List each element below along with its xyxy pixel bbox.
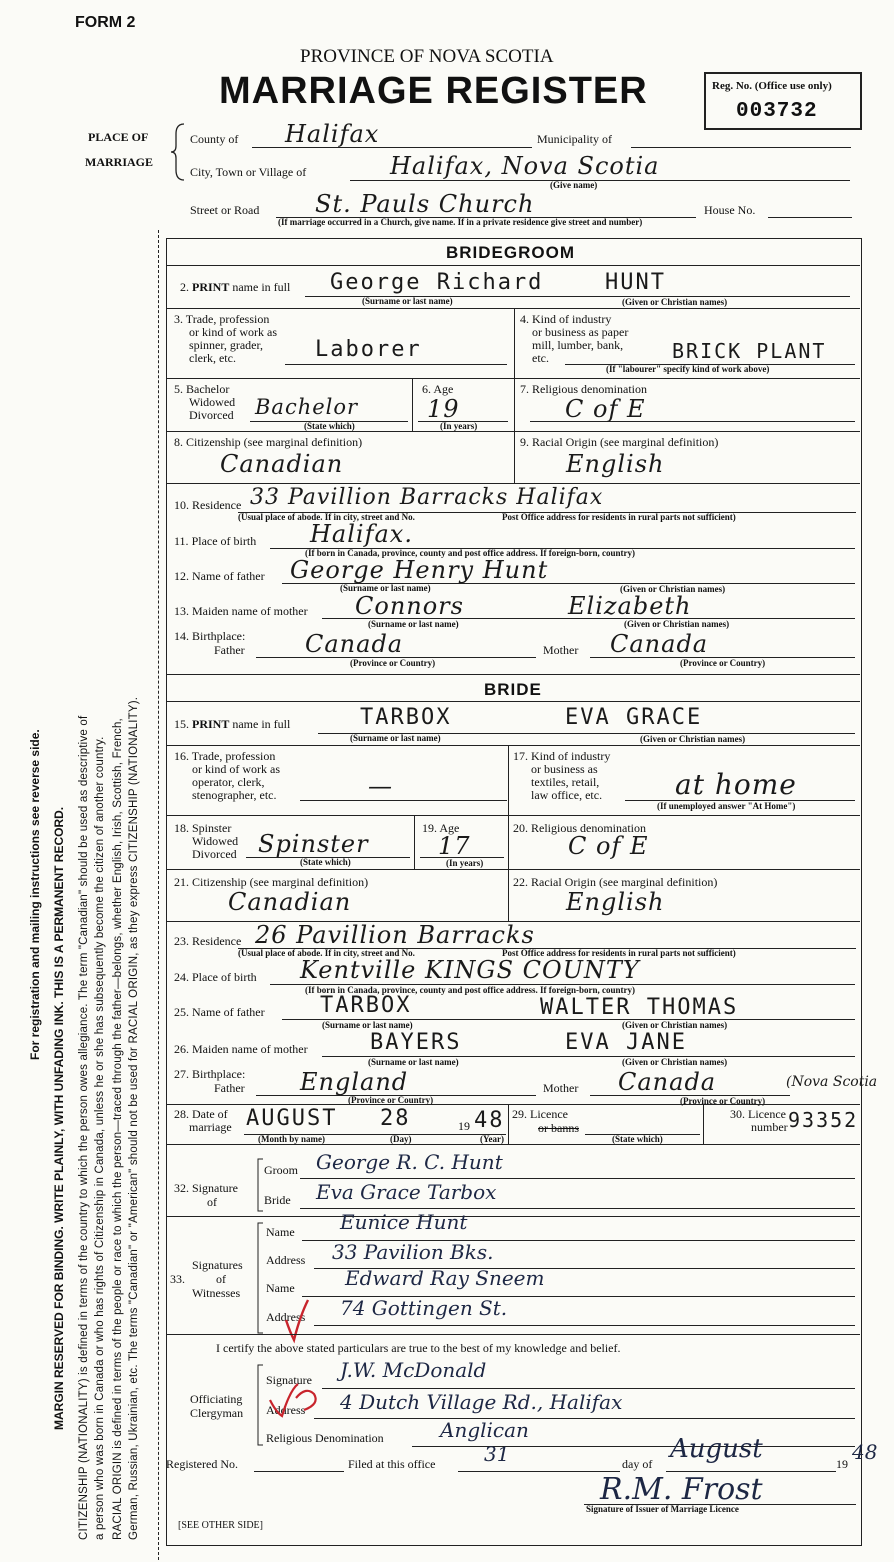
groom-residence: 33 Pavillion Barracks Halifax <box>250 485 604 510</box>
residence-label: Residence <box>192 934 242 948</box>
label-line: Officiating <box>190 1392 243 1406</box>
bride-parents-birthplace-label <box>174 1068 245 1081</box>
province-note: (Province or Country) <box>680 658 766 668</box>
mother-bp-label: Mother <box>543 643 579 657</box>
day-of-label: day of <box>622 1457 653 1471</box>
reg-number-label: Reg. No. (Office use only) <box>712 80 832 92</box>
mother-label: Maiden name of mother <box>192 604 308 618</box>
bride-father-given: WALTER THOMAS <box>540 995 739 1020</box>
bride-age: 17 <box>438 832 471 860</box>
given-note: (Given or Christian names) <box>640 734 746 744</box>
label-line: Kind of industry <box>531 749 611 763</box>
province-note: (Province or Country) <box>680 1096 766 1106</box>
filed-year-prefix: 19 <box>836 1457 848 1471</box>
label-line: spinner, grader, <box>189 338 264 352</box>
clergy-signature: J.W. McDonald <box>340 1358 487 1382</box>
groom-mother-given: Elizabeth <box>568 592 692 620</box>
field-number: 22. <box>513 875 528 889</box>
field-number: 18. <box>174 821 189 835</box>
field-number: 2. <box>180 280 189 294</box>
unemployed-note: (If unemployed answer "At Home") <box>657 801 796 811</box>
field-number: 25. <box>174 1005 189 1019</box>
label-line: Clergyman <box>190 1406 244 1420</box>
clergy-address-label: Address <box>266 1403 306 1417</box>
bride-mother-surname: BAYERS <box>370 1030 462 1055</box>
religious-denomination-label: Religious Denomination <box>266 1431 384 1445</box>
field-number: 13. <box>174 604 189 618</box>
birthplace-colon-label: Birthplace: <box>192 1067 246 1081</box>
street-value: St. Pauls Church <box>315 190 535 218</box>
groom-signature: George R. C. Hunt <box>316 1150 503 1174</box>
bride-mother-given: EVA JANE <box>565 1030 687 1055</box>
field-number: 32. <box>174 1181 189 1195</box>
label-line: Licence <box>748 1107 786 1121</box>
given-note: (Given or Christian names) <box>622 1020 728 1030</box>
form-number: FORM 2 <box>75 14 136 31</box>
groom-status-label <box>174 383 235 422</box>
groom-racial-label <box>520 436 718 449</box>
field-number: 14. <box>174 629 189 643</box>
field-number: 23. <box>174 934 189 948</box>
margin-racial-line2: German, Russian, Ukrainian, etc. The terms "Canadian" or "American" should not be used for RACIAL ORIGIN, as they express CITIZENSHIP (NATIONALITY). <box>128 696 140 1540</box>
margin-citizenship-line2: a person who was born in Canada or who has rights of Citizenship in Canada, unless he or she has subsequently become the citizen of another country. <box>94 736 106 1540</box>
groom-name-label <box>180 281 290 294</box>
witness2-name: Edward Ray Sneem <box>345 1266 545 1290</box>
label-line: or business as paper <box>532 325 629 339</box>
field-number: 30. <box>730 1107 745 1121</box>
place-note: (If marriage occurred in a Church, give name. If in a private residence give street and number) <box>278 217 643 227</box>
groom-parents-birthplace-label <box>174 630 245 643</box>
field-number: 24. <box>174 970 189 984</box>
bridegroom-heading: BRIDEGROOM <box>446 243 575 262</box>
label-line: clerk, etc. <box>189 351 236 365</box>
province-note: (Province or Country) <box>350 658 436 668</box>
bride-mother-birthplace-note: (Nova Scotia <box>786 1074 878 1090</box>
label-line: Widowed <box>189 395 236 409</box>
citizenship-label: Citizenship (see marginal definition) <box>186 435 363 449</box>
label-line: Divorced <box>192 847 237 861</box>
name-in-full-label: name in full <box>232 717 291 731</box>
groom-father-birthplace: Canada <box>305 630 404 658</box>
province-heading: PROVINCE OF NOVA SCOTIA <box>300 46 554 67</box>
licence-or-banns-label <box>512 1108 568 1121</box>
witness2-address: 74 Gottingen St. <box>340 1296 508 1320</box>
bride-religion: C of E <box>568 832 649 860</box>
label-line: Signatures <box>192 1258 243 1272</box>
bride-status: Spinster <box>258 830 369 858</box>
margin-reverse-note: For registration and mailing instructions see reverse side. <box>28 729 42 1060</box>
field-number: 29. <box>512 1107 527 1121</box>
marriage-month: AUGUST <box>246 1106 338 1131</box>
reg-number-value: 003732 <box>736 100 818 123</box>
marriage-year-prefix: 19 <box>458 1119 470 1133</box>
document-title: MARRIAGE REGISTER <box>219 70 648 112</box>
field-number: 28. <box>174 1107 189 1121</box>
bride-birthplace-label <box>174 971 257 984</box>
marriage-day: 28 <box>380 1106 411 1131</box>
father-bp-label: Father <box>214 1081 245 1095</box>
field-number: 11. <box>174 534 189 548</box>
mother-label: Maiden name of mother <box>192 1042 308 1056</box>
bride-signature: Eva Grace Tarbox <box>316 1180 497 1204</box>
in-years-note: (In years) <box>440 421 478 431</box>
religion-label: Religious denomination <box>531 821 646 835</box>
witness1-name-label: Name <box>266 1225 295 1239</box>
filed-year: 48 <box>852 1440 878 1464</box>
bride-industry-label <box>513 750 610 802</box>
witness2-address-label: Address <box>266 1310 306 1324</box>
father-label: Name of father <box>192 1005 265 1019</box>
county-label: County of <box>190 132 239 146</box>
name-in-full-label: name in full <box>232 280 291 294</box>
groom-citizenship-label <box>174 436 362 449</box>
municipality-label: Municipality of <box>537 132 612 146</box>
industry-note: (If "labourer" specify kind of work above) <box>606 364 770 374</box>
citizenship-label: Citizenship (see marginal definition) <box>192 875 369 889</box>
reg-number-box <box>704 72 862 130</box>
label-line: mill, lumber, bank, <box>532 338 624 352</box>
father-bp-label: Father <box>214 643 245 657</box>
registered-no-label: Registered No. <box>166 1457 238 1471</box>
bride-birthplace: Kentville KINGS COUNTY <box>300 956 640 984</box>
filed-label: Filed at this office <box>348 1457 436 1471</box>
age-label: Age <box>439 821 460 835</box>
field-number: 15. <box>174 717 189 731</box>
year-note: (Year) <box>480 1134 504 1144</box>
bride-trade-label <box>174 750 280 802</box>
field-number: 12. <box>174 569 189 583</box>
bride-trade: — <box>368 772 393 800</box>
day-note: (Day) <box>390 1134 412 1144</box>
father-label: Name of father <box>192 569 265 583</box>
label-line: Trade, profession <box>185 312 270 326</box>
groom-surname: George Richard <box>330 270 544 295</box>
surname-note: (Surname or last name) <box>362 296 453 306</box>
field-number: 10. <box>174 498 189 512</box>
witness1-address-label: Address <box>266 1253 306 1267</box>
groom-birthplace-label <box>174 535 256 548</box>
groom-residence-label <box>174 499 241 512</box>
place-label-line1: PLACE OF <box>88 130 149 144</box>
bride-surname: TARBOX <box>360 705 452 730</box>
given-note: (Given or Christian names) <box>622 1057 728 1067</box>
house-number-label: House No. <box>704 203 756 217</box>
brace-icon <box>256 1364 264 1446</box>
licence-number-label <box>730 1108 788 1134</box>
field-number: 21. <box>174 875 189 889</box>
label-line: marriage <box>189 1120 232 1134</box>
groom-religion: C of E <box>565 395 646 423</box>
field-number: 4. <box>520 312 529 326</box>
bride-name-label <box>174 718 290 731</box>
label-line: Trade, profession <box>191 749 276 763</box>
residence-note-a: (Usual place of abode. If in city, street and No. <box>238 948 415 958</box>
field-number: 3. <box>174 312 183 326</box>
red-check-mark-icon <box>282 1296 312 1344</box>
groom-industry: BRICK PLANT <box>672 339 827 363</box>
field-number: 16. <box>174 749 189 763</box>
given-note: (Given or Christian names) <box>620 584 726 594</box>
officiating-clergyman-label <box>190 1392 243 1420</box>
groom-racial: English <box>566 450 665 478</box>
margin-binding-note: MARGIN RESERVED FOR BINDING. WRITE PLAINLY, WITH UNFADING INK. THIS IS A PERMANENT RECORD. <box>52 806 66 1430</box>
label-line: Kind of industry <box>532 312 612 326</box>
bride-father-surname: TARBOX <box>320 993 412 1018</box>
field-number: 33. <box>170 1272 185 1286</box>
witness2-name-label: Name <box>266 1281 295 1295</box>
bride-given: EVA GRACE <box>565 705 703 730</box>
bride-mother-birthplace: Canada <box>618 1068 717 1096</box>
county-value: Halifax <box>285 120 380 148</box>
licence-label: Licence <box>530 1107 568 1121</box>
month-note: (Month by name) <box>258 1134 325 1144</box>
label-line: or business as <box>531 762 598 776</box>
witness1-address: 33 Pavilion Bks. <box>332 1240 494 1264</box>
residence-label: Residence <box>192 498 242 512</box>
red-check-mark-icon <box>266 1380 326 1420</box>
field-number: 20. <box>513 821 528 835</box>
label-line: operator, clerk, <box>192 775 265 789</box>
bride-heading: BRIDE <box>484 680 542 699</box>
birthplace-label: Place of birth <box>192 970 257 984</box>
mother-bp-label: Mother <box>543 1081 579 1095</box>
field-number: 9. <box>520 435 529 449</box>
field-number: 7. <box>520 382 529 396</box>
label-line: law office, etc. <box>531 788 603 802</box>
racial-origin-label: Racial Origin (see marginal definition) <box>531 875 718 889</box>
bride-racial: English <box>566 888 665 916</box>
birthplace-note: (If born in Canada, province, county and post office address. If foreign-born, country) <box>305 985 636 995</box>
margin-citizenship-line1: CITIZENSHIP (NATIONALITY) is defined in terms of the country to which the person owes allegiance. The term "Canadian" should be used as descriptive of <box>78 715 90 1540</box>
bride-mother-label <box>174 1043 308 1056</box>
brace-icon <box>170 122 186 182</box>
field-number: 26. <box>174 1042 189 1056</box>
print-label: PRINT <box>192 717 230 731</box>
label-line: Witnesses <box>192 1286 241 1300</box>
bride-industry: at home <box>675 768 797 801</box>
label-line: or kind of work as <box>192 762 280 776</box>
groom-age: 19 <box>427 395 460 423</box>
marriage-year: 48 <box>474 1108 505 1133</box>
see-other-side: [SEE OTHER SIDE] <box>178 1520 263 1531</box>
brace-icon <box>256 1158 264 1212</box>
city-value: Halifax, Nova Scotia <box>390 152 660 180</box>
bride-citizenship: Canadian <box>228 888 352 916</box>
label-line: of <box>207 1195 217 1209</box>
groom-mother-birthplace: Canada <box>610 630 709 658</box>
residence-note-b: Post Office address for residents in rural parts not sufficient) <box>502 512 736 522</box>
give-name-note: (Give name) <box>550 180 598 190</box>
licence-number: 93352 <box>788 1108 859 1132</box>
birthplace-colon-label: Birthplace: <box>192 629 246 643</box>
age-label: Age <box>433 382 454 396</box>
given-note: (Given or Christian names) <box>624 619 730 629</box>
birthplace-label: Place of birth <box>191 534 257 548</box>
given-note: (Given or Christian names) <box>622 297 728 307</box>
label-line: Signature <box>192 1181 238 1195</box>
filed-month: August <box>670 1434 763 1464</box>
brace-icon <box>256 1222 264 1334</box>
surname-note: (Surname or last name) <box>322 1020 413 1030</box>
clergy-address: 4 Dutch Village Rd., Halifax <box>340 1390 623 1414</box>
groom-mother-surname: Connors <box>355 592 464 620</box>
issuer-signature: R.M. Frost <box>600 1472 763 1507</box>
banns-label: or banns <box>538 1121 579 1135</box>
surname-note: (Surname or last name) <box>368 619 459 629</box>
residence-note-a: (Usual place of abode. If in city, street and No. <box>238 512 415 522</box>
birthplace-note: (If born in Canada, province, county and post office address. If foreign-born, country) <box>305 548 636 558</box>
groom-industry-label <box>520 313 628 365</box>
label-line: Date of <box>192 1107 228 1121</box>
label-line: or kind of work as <box>189 325 277 339</box>
surname-note: (Surname or last name) <box>340 583 431 593</box>
margin-racial-line1: RACIAL ORIGIN is defined in terms of the people or race to which the person—traced through the father—belongs, whether English, Irish, Scottish, French, <box>112 718 124 1540</box>
label-line: Spinster <box>192 821 232 835</box>
label-line: number <box>751 1120 788 1134</box>
field-number: 19. <box>422 821 437 835</box>
filed-day: 31 <box>484 1442 510 1466</box>
bride-father-birthplace: England <box>300 1068 409 1096</box>
place-of-marriage-label-2: MARRIAGE <box>85 155 153 169</box>
residence-note-b: Post Office address for residents in rural parts not sufficient) <box>502 948 736 958</box>
label-line: of <box>216 1272 226 1286</box>
label-line: stenographer, etc. <box>192 788 277 802</box>
bride-signature-label: Bride <box>264 1193 291 1207</box>
label-line: Divorced <box>189 408 234 422</box>
certify-statement: I certify the above stated particulars are true to the best of my knowledge and belief. <box>216 1341 621 1355</box>
groom-trade: Laborer <box>315 337 422 362</box>
state-which-note: (State which) <box>304 421 355 431</box>
bride-residence-label <box>174 935 241 948</box>
racial-origin-label: Racial Origin (see marginal definition) <box>532 435 719 449</box>
bride-father-label <box>174 1006 265 1019</box>
issuer-label: Signature of Issuer of Marriage Licence <box>586 1504 739 1514</box>
field-number: 17. <box>513 749 528 763</box>
field-number: 6. <box>422 382 431 396</box>
religion-label: Religious denomination <box>532 382 647 396</box>
field-number: 5. <box>174 382 183 396</box>
bride-status-label <box>174 822 238 861</box>
witness1-name: Eunice Hunt <box>340 1210 468 1234</box>
clergy-religion: Anglican <box>440 1418 529 1442</box>
field-number: 27. <box>174 1067 189 1081</box>
surname-note: (Surname or last name) <box>350 733 441 743</box>
state-which-note: (State which) <box>612 1134 663 1144</box>
clergy-signature-label: Signature <box>266 1373 312 1387</box>
groom-status: Bachelor <box>255 395 359 419</box>
groom-citizenship: Canadian <box>220 450 344 478</box>
label-line: Bachelor <box>186 382 230 396</box>
marriage-date-label <box>174 1108 232 1134</box>
label-line: Widowed <box>192 834 239 848</box>
groom-mother-label <box>174 605 308 618</box>
label-line: textiles, retail, <box>531 775 600 789</box>
label-line: etc. <box>532 351 549 365</box>
groom-father: George Henry Hunt <box>290 556 549 584</box>
surname-note: (Surname or last name) <box>368 1057 459 1067</box>
groom-signature-label: Groom <box>264 1163 298 1177</box>
groom-trade-label <box>174 313 277 365</box>
bride-residence: 26 Pavillion Barracks <box>255 921 535 949</box>
groom-birthplace: Halifax. <box>310 520 413 548</box>
in-years-note: (In years) <box>446 858 484 868</box>
groom-father-label <box>174 570 265 583</box>
field-number: 8. <box>174 435 183 449</box>
groom-given: HUNT <box>605 270 666 295</box>
city-label: City, Town or Village of <box>190 165 307 179</box>
place-of-marriage-label <box>88 131 148 144</box>
signature-of-label <box>174 1181 238 1209</box>
province-note: (Province or Country) <box>348 1095 434 1105</box>
state-which-note: (State which) <box>300 857 351 867</box>
street-label: Street or Road <box>190 203 260 217</box>
print-label: PRINT <box>192 280 230 294</box>
